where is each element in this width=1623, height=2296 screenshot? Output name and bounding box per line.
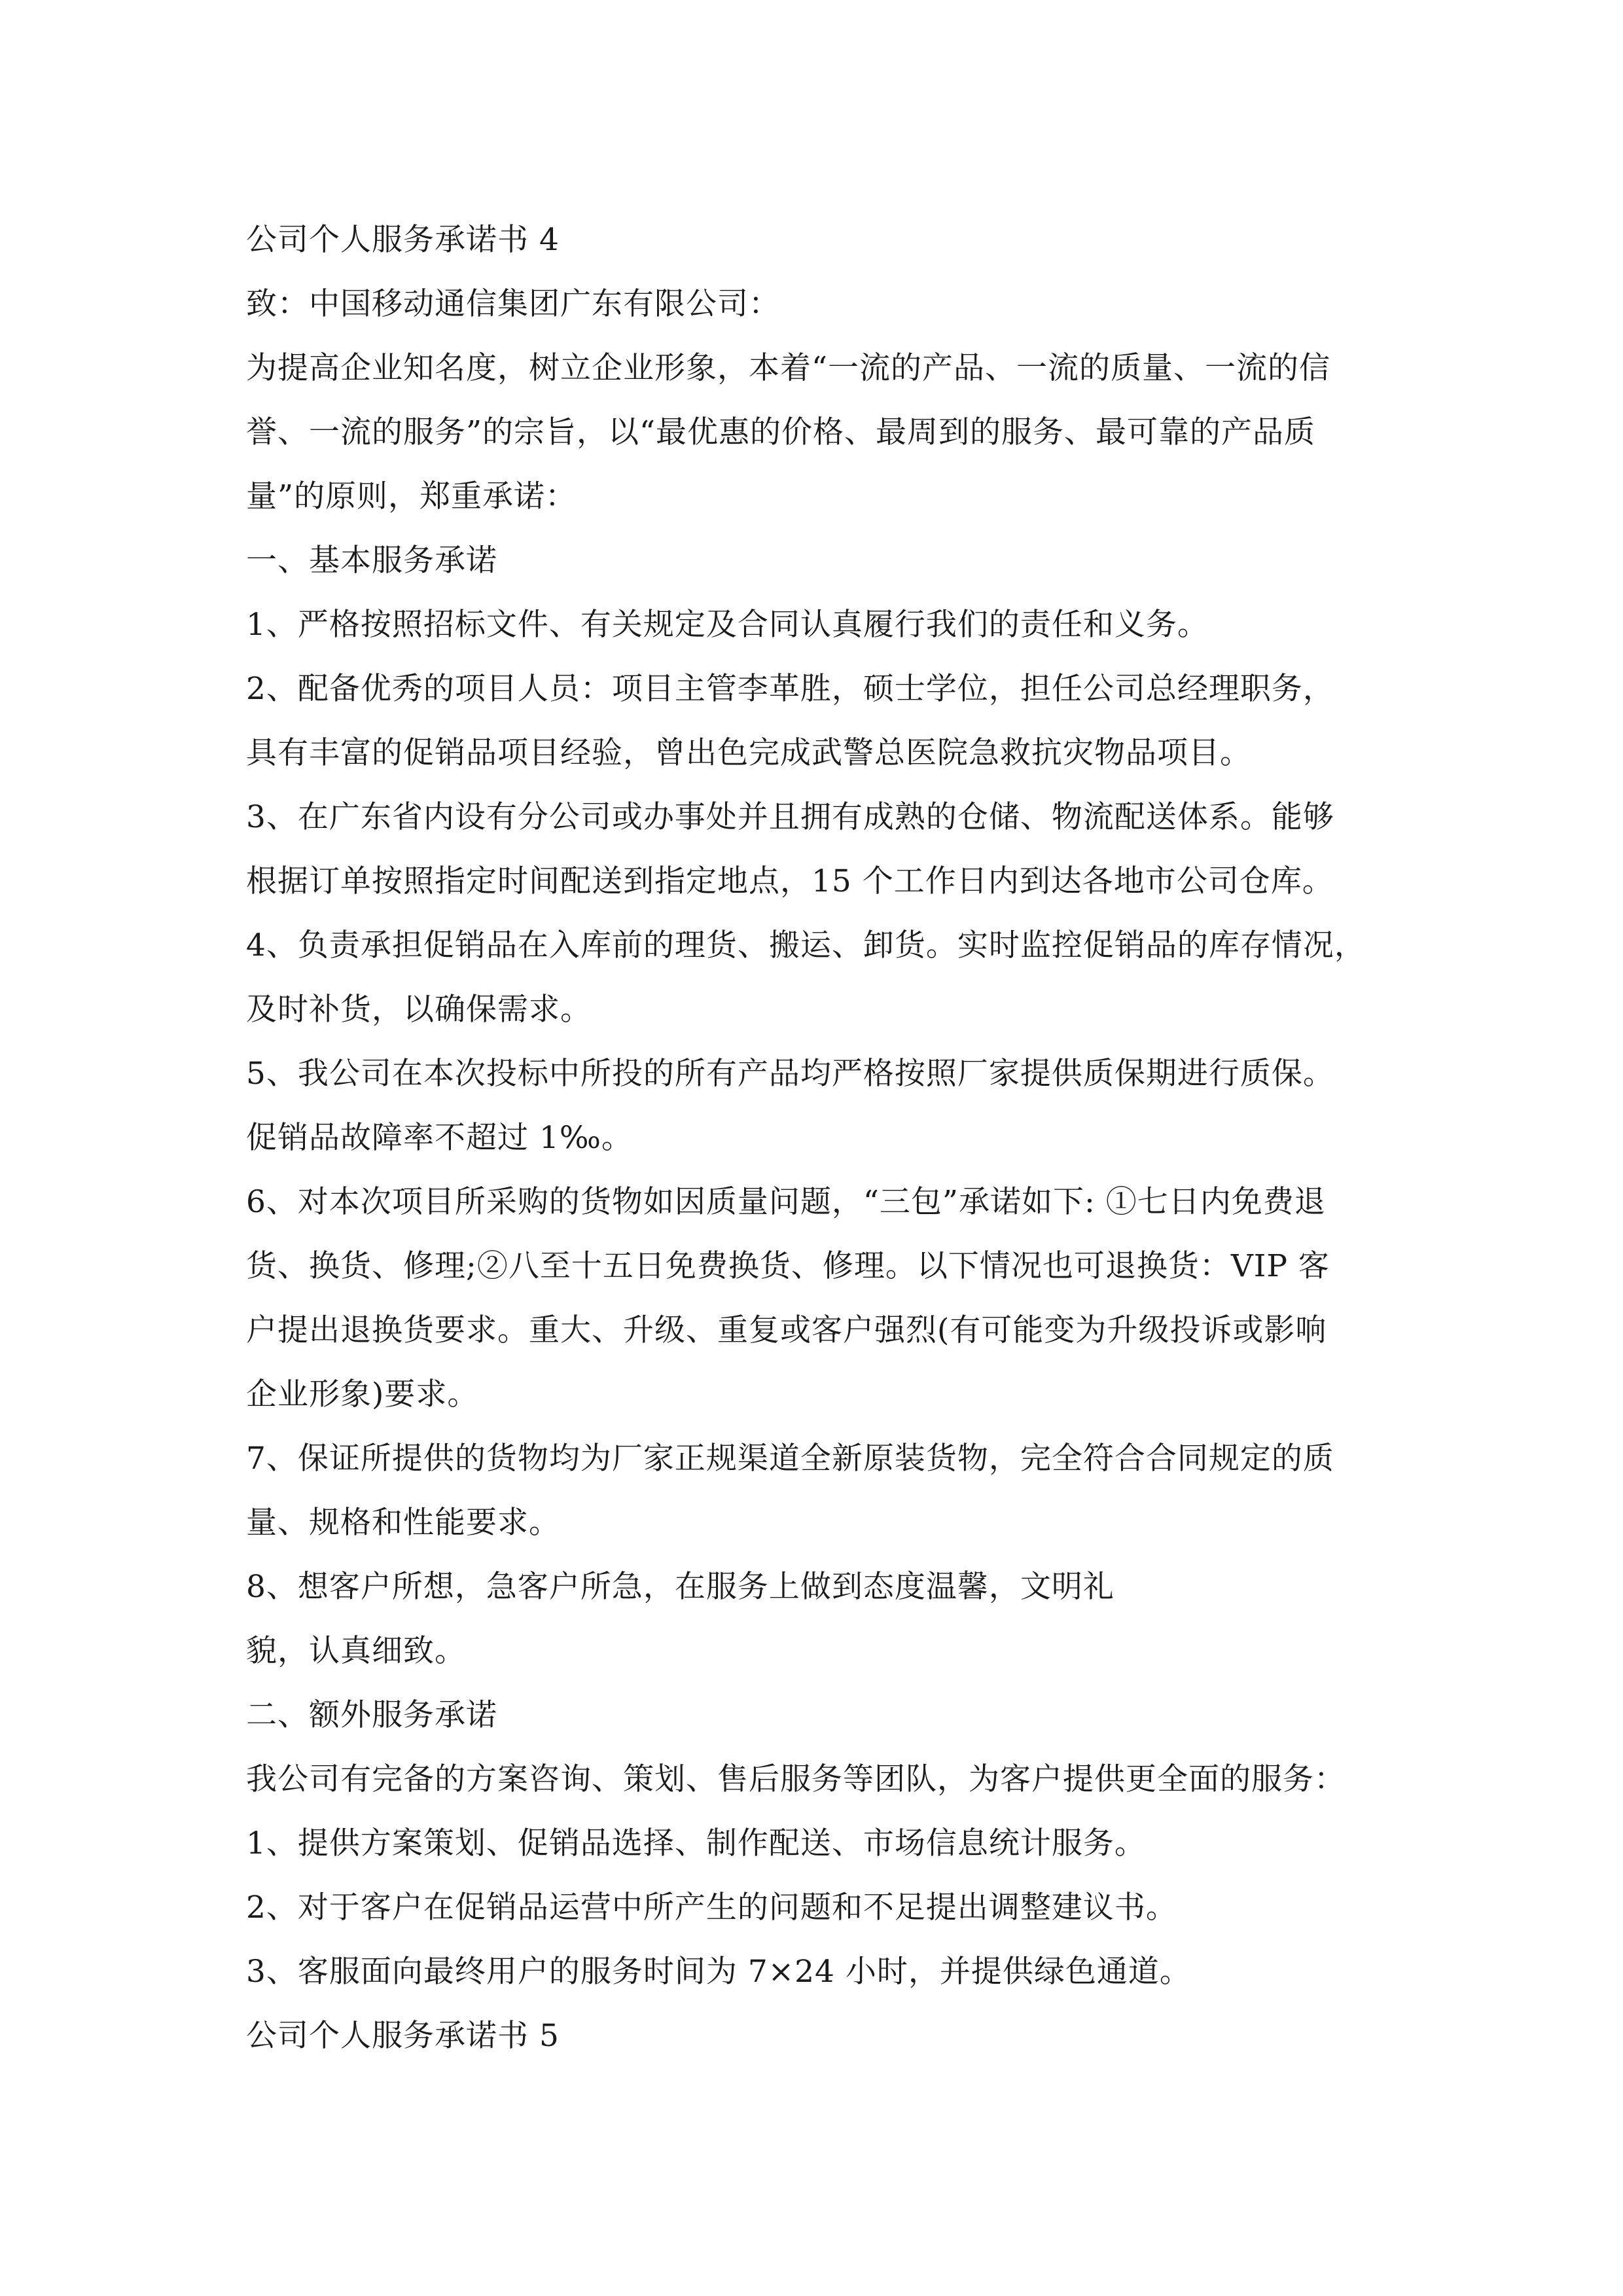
basic-item-5-line-2: 促销品故障率不超过 1‰。	[246, 1120, 633, 1156]
section-heading-extra: 二、额外服务承诺	[246, 1697, 497, 1733]
section-heading-basic: 一、基本服务承诺	[246, 543, 497, 579]
basic-item-7-line-1: 7、保证所提供的货物均为厂家正规渠道全新原装货物，完全符合合同规定的质	[246, 1441, 1334, 1477]
heading-title-5: 公司个人服务承诺书 5	[246, 2018, 560, 2054]
basic-item-6-line-1: 6、对本次项目所采购的货物如因质量问题，“三包”承诺如下: ①七日内免费退	[246, 1184, 1326, 1220]
recipient-line: 致：中国移动通信集团广东有限公司：	[246, 286, 780, 322]
basic-item-5-line-1: 5、我公司在本次投标中所投的所有产品均严格按照厂家提供质保期进行质保。	[246, 1056, 1334, 1092]
extra-item-2: 2、对于客户在促销品运营中所产生的问题和不足提出调整建议书。	[246, 1890, 1177, 1926]
document-body	[246, 208, 1398, 2068]
basic-item-8-line-2: 貌，认真细致。	[246, 1633, 466, 1669]
basic-item-2-line-2: 具有丰富的促销品项目经验，曾出色完成武警总医院急救抗灾物品项目。	[246, 735, 1251, 771]
basic-item-3-line-1: 3、在广东省内设有分公司或办事处并且拥有成熟的仓储、物流配送体系。能够	[246, 799, 1334, 835]
extra-item-3: 3、客服面向最终用户的服务时间为 7×24 小时，并提供绿色通道。	[246, 1954, 1191, 1990]
basic-item-6-line-2: 货、换货、修理;②八至十五日免费换货、修理。以下情况也可退换货：VIP 客	[246, 1248, 1330, 1284]
basic-item-7-line-2: 量、规格和性能要求。	[246, 1505, 560, 1541]
extra-item-1: 1、提供方案策划、促销品选择、制作配送、市场信息统计服务。	[246, 1825, 1146, 1861]
extra-intro: 我公司有完备的方案咨询、策划、售后服务等团队，为客户提供更全面的服务：	[246, 1761, 1346, 1797]
intro-line-1: 为提高企业知名度，树立企业形象，本着“一流的产品、一流的质量、一流的信	[246, 350, 1331, 386]
basic-item-6-line-4: 企业形象)要求。	[246, 1376, 479, 1412]
basic-item-8-line-1: 8、想客户所想，急客户所急，在服务上做到态度温馨，文明礼	[246, 1569, 1115, 1605]
heading-title-4: 公司个人服务承诺书 4	[246, 222, 560, 258]
basic-item-4-line-2: 及时补货，以确保需求。	[246, 992, 592, 1028]
intro-line-2: 誉、一流的服务”的宗旨，以“最优惠的价格、最周到的服务、最可靠的产品质	[246, 414, 1316, 450]
basic-item-6-line-3: 户提出退换货要求。重大、升级、重复或客户强烈(有可能变为升级投诉或影响	[246, 1312, 1327, 1348]
intro-line-3: 量”的原则，郑重承诺：	[246, 478, 577, 514]
basic-item-2-line-1: 2、配备优秀的项目人员：项目主管李革胜，硕士学位，担任公司总经理职务，	[246, 671, 1334, 707]
basic-item-4-line-1: 4、负责承担促销品在入库前的理货、搬运、卸货。实时监控促销品的库存情况，	[246, 927, 1366, 963]
basic-item-1: 1、严格按照招标文件、有关规定及合同认真履行我们的责任和义务。	[246, 607, 1209, 643]
basic-item-3-line-2: 根据订单按照指定时间配送到指定地点，15 个工作日内到达各地市公司仓库。	[246, 863, 1334, 899]
